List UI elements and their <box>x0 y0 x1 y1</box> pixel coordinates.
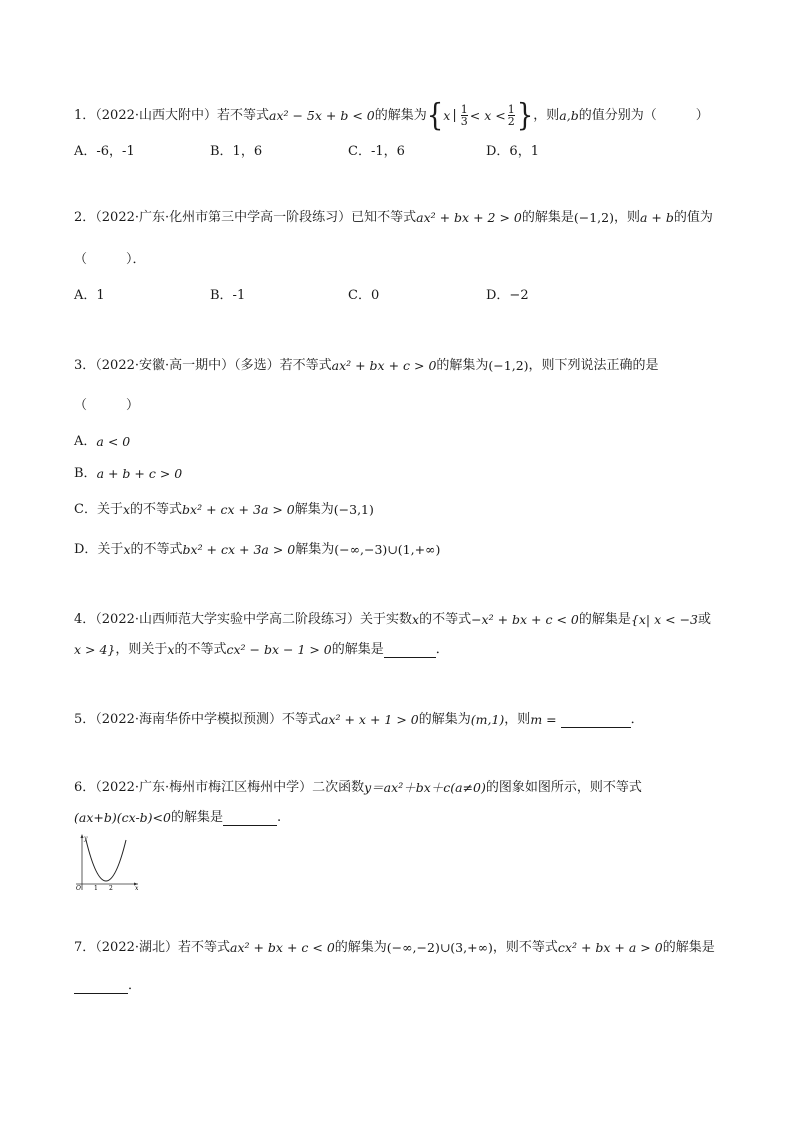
q4-line2: x > 4} ，则关于 x 的不等式 cx² − bx − 1 > 0 的解集是 ． <box>74 640 449 660</box>
q1-between: < x < <box>469 107 506 123</box>
question-5: 5．（2022·海南华侨中学模拟预测）不等式 ax² + x + 1 > 0 的解集为 (m,1) ，则 m = ． <box>74 710 644 730</box>
q7-inequality: ax² + bx + c < 0 <box>230 940 335 955</box>
q7-answer-blank[interactable] <box>74 979 128 994</box>
q1-left-brace: { <box>426 97 444 134</box>
q3-tail: ，则下列说法正确的是 <box>528 358 659 373</box>
q1-set-bar: | <box>452 107 457 123</box>
q1-inequality: ax² − 5x + b < 0 <box>269 107 375 123</box>
x-label: x <box>135 885 139 892</box>
q3-option-c[interactable]: C．关于 x 的不等式 bx² + cx + 3a > 0 解集为 (−3,1) <box>74 502 374 517</box>
q3-option-b[interactable]: B． a + b + c > 0 <box>74 466 183 481</box>
q6-expression: (ax+b)(cx-b)<0 <box>74 810 171 825</box>
q6-function: y＝ax²＋bx＋c(a≠0) <box>364 780 486 795</box>
q7-interval: (−∞,−2)∪(3,+∞) <box>386 940 493 955</box>
q2-option-d[interactable]: D．−2 <box>486 288 529 303</box>
q1-option-a[interactable]: A．-6，-1 <box>74 144 135 159</box>
q1-suffix: ，则 <box>533 107 560 123</box>
q2-line2: （ ）． <box>74 252 146 267</box>
question-1 <box>74 97 709 134</box>
q1-set-var: x <box>443 107 451 123</box>
q4-set-part2: x > 4} <box>74 642 116 657</box>
q5-answer-blank[interactable] <box>561 713 631 728</box>
tick-label-1: 1 <box>94 885 98 892</box>
q1-frac-1-2: $\frac{1}{2}$ <box>507 103 515 128</box>
question-3 <box>74 356 659 376</box>
q1-option-b[interactable]: B．1，6 <box>210 144 263 159</box>
q1-tail: 的值分别为（ ） <box>578 107 709 123</box>
q3-mid: 的解集为 <box>436 358 489 373</box>
q4-prefix: 4．（2022·山西师范大学实验中学高二阶段练习）关于实数 <box>74 612 412 627</box>
q3-interval: (−1,2) <box>488 358 529 373</box>
q6-parabola-graph <box>72 832 142 892</box>
q5-interval: (m,1) <box>470 712 505 727</box>
q2-option-c[interactable]: C．0 <box>348 288 380 303</box>
y-label: y <box>84 835 88 842</box>
q6-line2: (ax+b)(cx-b)<0 的解集是 . <box>74 808 281 828</box>
question-2 <box>74 208 713 228</box>
question-6: 6．（2022·广东·梅州市梅江区梅州中学）二次函数 y＝ax²＋bx＋c(a≠0) 的图象如图所示，则不等式 <box>74 778 642 798</box>
q7-line2: ． <box>74 976 141 996</box>
q7-prefix: 7．（2022·湖北）若不等式 <box>74 940 230 955</box>
q3-line2: （ ） <box>74 398 140 413</box>
question-7: 7．（2022·湖北）若不等式 ax² + bx + c < 0 的解集为 (−∞,−2)∪(3,+∞) ，则不等式 cx² + bx + a > 0 的解集是 <box>74 938 715 958</box>
q5-prefix: 5．（2022·海南华侨中学模拟预测）不等式 <box>74 712 321 727</box>
q6-answer-blank[interactable] <box>223 811 277 826</box>
q2-mid: 的解集是 <box>521 210 574 225</box>
q1-mid: 的解集为 <box>374 107 427 123</box>
q3-inequality: ax² + bx + c > 0 <box>331 358 437 373</box>
q1-vars: a,b <box>559 107 579 123</box>
q7-inequality-2: cx² + bx + a > 0 <box>557 940 663 955</box>
question-4: 4．（2022·山西师范大学实验中学高二阶段练习）关于实数 x 的不等式 −x² + bx + c < 0 的解集是 {x| x < −3 或 <box>74 610 711 630</box>
q1-prefix: 1．（2022·山西大附中）若不等式 <box>74 107 269 123</box>
q3-option-a[interactable]: A． a < 0 <box>74 434 131 449</box>
q2-prefix: 2．（2022·广东·化州市第三中学高一阶段练习）已知不等式 <box>74 210 417 225</box>
q4-inequality: −x² + bx + c < 0 <box>471 612 579 627</box>
q1-right-brace: } <box>516 97 534 134</box>
q3-prefix: 3．（2022·安徽·高一期中）（多选）若不等式 <box>74 358 332 373</box>
q2-option-a[interactable]: A．1 <box>74 288 105 303</box>
q2-expr: a + b <box>640 210 674 225</box>
q3-option-d[interactable]: D．关于 x 的不等式 bx² + cx + 3a > 0 解集为 (−∞,−3)∪(1,+∞) <box>74 542 441 557</box>
q4-inequality-2: cx² − bx − 1 > 0 <box>226 642 332 657</box>
q1-option-c[interactable]: C．-1，6 <box>348 144 405 159</box>
q2-inequality: ax² + bx + 2 > 0 <box>416 210 522 225</box>
q5-inequality: ax² + x + 1 > 0 <box>321 712 419 727</box>
q4-answer-blank[interactable] <box>384 643 436 658</box>
q4-set-part1: {x| x < −3 <box>630 612 698 627</box>
q2-suffix: ，则 <box>613 210 640 225</box>
origin-label: O <box>76 885 81 892</box>
parabola-curve <box>86 840 126 881</box>
tick-label-2: 2 <box>109 885 113 892</box>
q2-option-b[interactable]: B．-1 <box>210 288 246 303</box>
q1-option-d[interactable]: D．6，1 <box>486 144 539 159</box>
q1-frac-1-3: $\frac{1}{3}$ <box>460 103 468 128</box>
q2-interval: (−1,2) <box>573 210 614 225</box>
q6-prefix: 6．（2022·广东·梅州市梅江区梅州中学）二次函数 <box>74 780 365 795</box>
q2-tail: 的值为 <box>673 210 713 225</box>
